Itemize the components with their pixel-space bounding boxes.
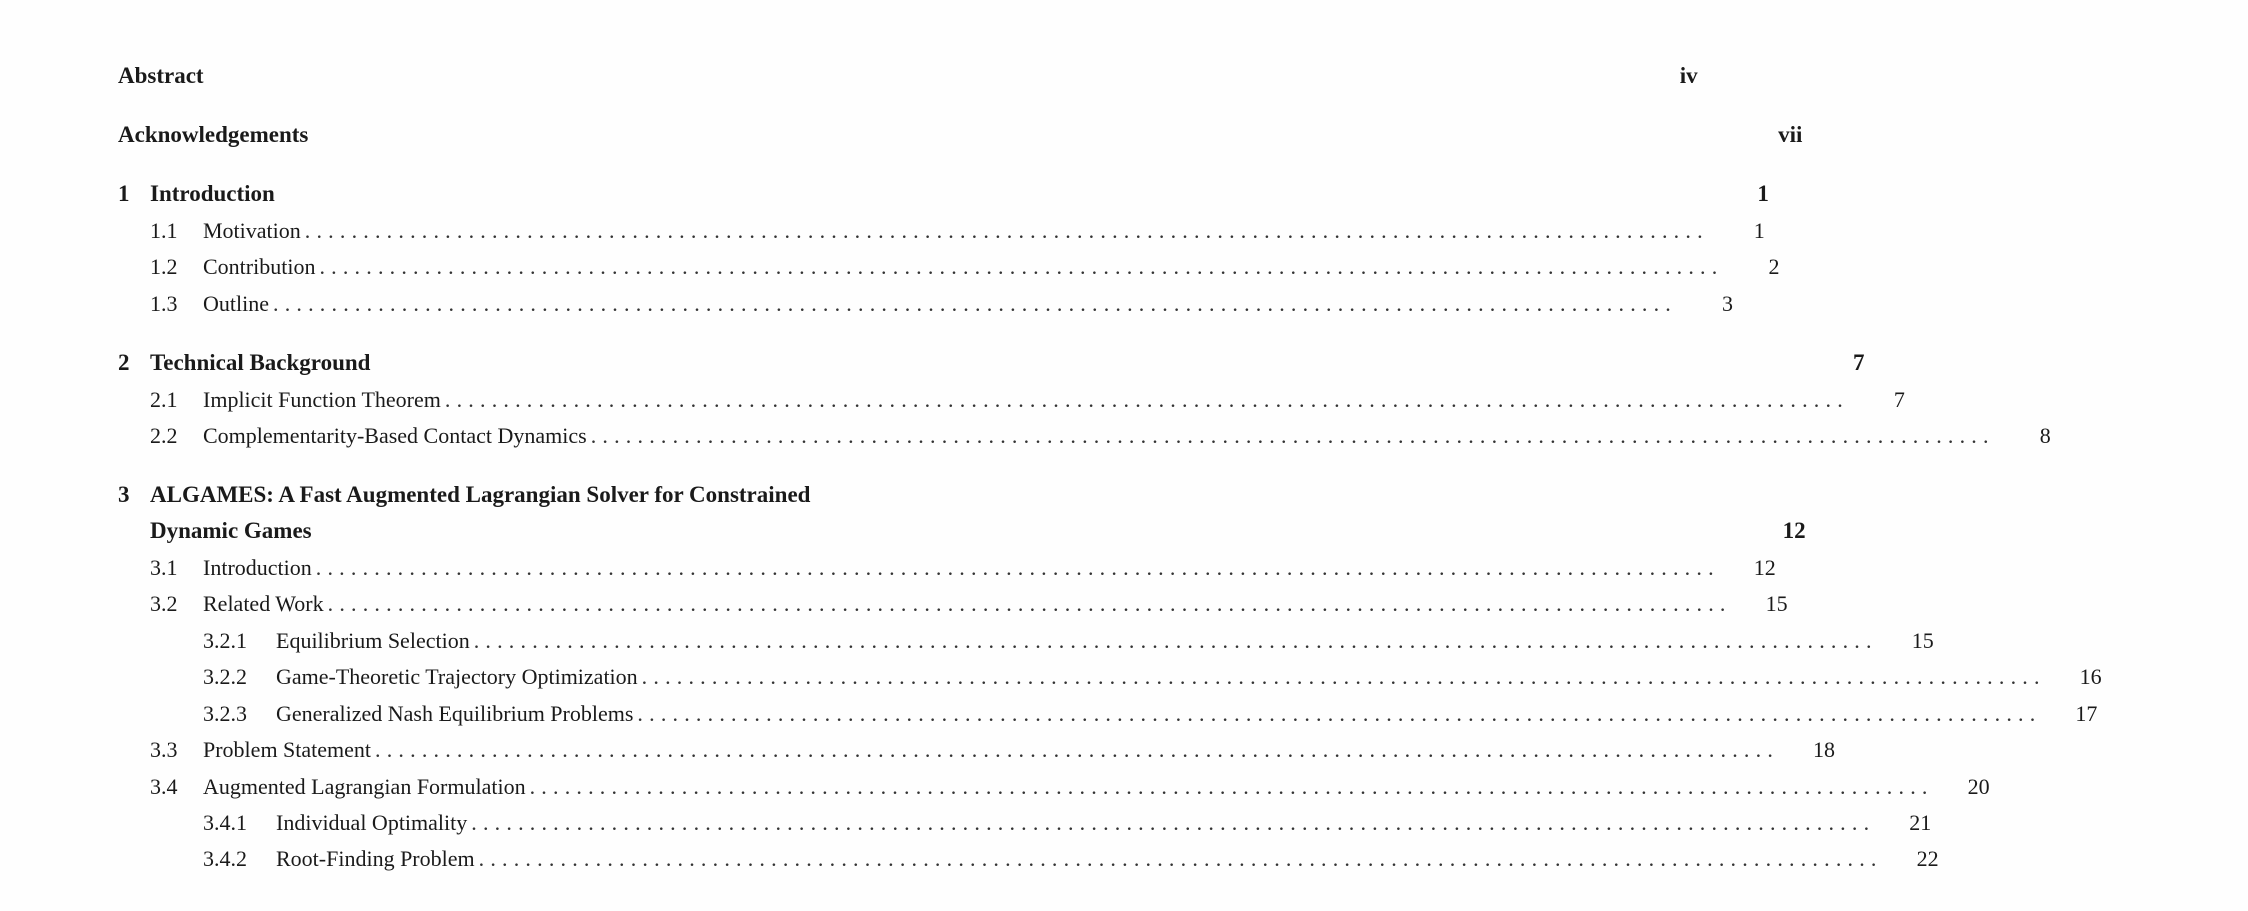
entry-title: Related Work bbox=[203, 591, 324, 616]
entry-page-number: 15 bbox=[1911, 628, 1934, 653]
dot-leader: ........................................................................................................................ bbox=[327, 591, 1732, 616]
entry-number: 3.3 bbox=[150, 737, 178, 762]
entry-title: Introduction bbox=[203, 555, 312, 580]
entry-title: Implicit Function Theorem bbox=[203, 387, 441, 412]
entry-page-number: 1 bbox=[1757, 181, 1769, 206]
entry-number: 1 bbox=[118, 181, 130, 206]
entry-number: 2.1 bbox=[150, 387, 178, 412]
entry-number: 3.4 bbox=[150, 774, 178, 799]
entry-page-number: 1 bbox=[1753, 218, 1765, 243]
entry-title: ALGAMES: A Fast Augmented Lagrangian Solver for Constrained bbox=[150, 482, 811, 507]
toc-entry[interactable] bbox=[118, 772, 1990, 802]
entry-page-number: 20 bbox=[1967, 774, 1990, 799]
entry-number: 1.3 bbox=[150, 291, 178, 316]
entry-page-number: 8 bbox=[2039, 423, 2051, 448]
toc-entry[interactable] bbox=[118, 516, 1806, 546]
dot-leader: ........................................................................................................................ bbox=[319, 254, 1724, 279]
entry-number: 3.2.1 bbox=[203, 628, 247, 653]
entry-number: 1.2 bbox=[150, 254, 178, 279]
toc-entry[interactable] bbox=[118, 252, 1780, 282]
entry-page-number: 18 bbox=[1813, 737, 1836, 762]
entry-number: 3.2.3 bbox=[203, 701, 247, 726]
toc-entry[interactable] bbox=[118, 699, 2098, 729]
dot-leader: ........................................................................................................................ bbox=[478, 846, 1883, 871]
entry-page-number: 3 bbox=[1722, 291, 1733, 316]
entry-number: 3.4.1 bbox=[203, 810, 247, 835]
entry-title: Dynamic Games bbox=[150, 518, 312, 543]
toc-entry[interactable] bbox=[118, 808, 1932, 838]
entry-number: 3.2 bbox=[150, 591, 178, 616]
entry-number: 1.1 bbox=[150, 218, 178, 243]
entry-title: Game-Theoretic Trajectory Optimization bbox=[276, 664, 638, 689]
toc-entry[interactable] bbox=[118, 216, 1765, 246]
entry-number: 3.1 bbox=[150, 555, 178, 580]
dot-leader: ........................................................................................................................ bbox=[471, 810, 1876, 835]
entry-page-number: vii bbox=[1778, 122, 1803, 147]
entry-title: Outline bbox=[203, 291, 269, 316]
dot-leader: ........................................................................................................................ bbox=[529, 774, 1934, 799]
entry-page-number: 17 bbox=[2075, 701, 2098, 726]
dot-leader: ........................................................................................................................ bbox=[641, 664, 2046, 689]
entry-page-number: 12 bbox=[1782, 518, 1806, 543]
entry-page-number: 12 bbox=[1753, 555, 1776, 580]
dot-leader: ........................................................................................................................ bbox=[637, 701, 2042, 726]
dot-leader: ........................................................................................................................ bbox=[315, 555, 1720, 580]
dot-leader: ........................................................................................................................ bbox=[304, 218, 1709, 243]
entry-title: Root-Finding Problem bbox=[276, 846, 475, 871]
toc-entry[interactable] bbox=[118, 421, 2051, 451]
dot-leader: ........................................................................................................................ bbox=[273, 291, 1677, 316]
toc-entry[interactable] bbox=[118, 61, 1698, 91]
entry-number: 2 bbox=[118, 350, 130, 375]
dot-leader: ........................................................................................................................ bbox=[473, 628, 1878, 653]
toc-entry[interactable] bbox=[118, 120, 1803, 150]
entry-title: Technical Background bbox=[150, 350, 371, 375]
entry-page-number: 2 bbox=[1768, 254, 1780, 279]
entry-title: Motivation bbox=[203, 218, 301, 243]
entry-title: Contribution bbox=[203, 254, 316, 279]
entry-page-number: 21 bbox=[1909, 810, 1932, 835]
entry-page-number: 7 bbox=[1852, 350, 1865, 375]
entry-title: Individual Optimality bbox=[276, 810, 468, 835]
toc-entry[interactable] bbox=[118, 553, 1776, 583]
entry-title: Complementarity-Based Contact Dynamics bbox=[203, 423, 587, 448]
entry-title: Introduction bbox=[150, 181, 275, 206]
entry-number: 3 bbox=[118, 482, 130, 507]
entry-number: 3.4.2 bbox=[203, 846, 247, 871]
toc-entry[interactable] bbox=[118, 289, 1733, 319]
entry-title: Problem Statement bbox=[203, 737, 372, 762]
entry-page-number: 16 bbox=[2079, 664, 2102, 689]
toc-entry[interactable] bbox=[118, 662, 2102, 692]
toc-entry[interactable] bbox=[118, 480, 956, 510]
entry-title: Generalized Nash Equilibrium Problems bbox=[276, 701, 634, 726]
entry-title: Abstract bbox=[118, 63, 204, 88]
toc-entry[interactable] bbox=[118, 385, 1905, 415]
dot-leader: ........................................................................................................................ bbox=[590, 423, 1995, 448]
toc-entry[interactable] bbox=[118, 626, 1934, 656]
entry-number: 2.2 bbox=[150, 423, 178, 448]
entry-title: Acknowledgements bbox=[118, 122, 309, 147]
toc-entry[interactable] bbox=[118, 589, 1788, 619]
toc-entry[interactable] bbox=[118, 844, 1939, 874]
toc-entry[interactable] bbox=[118, 348, 1865, 378]
entry-page-number: iv bbox=[1679, 63, 1698, 88]
toc-entry[interactable] bbox=[118, 179, 1769, 209]
dot-leader: ........................................................................................................................ bbox=[375, 737, 1780, 762]
entry-page-number: 15 bbox=[1765, 591, 1788, 616]
entry-number: 3.2.2 bbox=[203, 664, 247, 689]
dot-leader: ........................................................................................................................ bbox=[444, 387, 1849, 412]
entry-page-number: 7 bbox=[1893, 387, 1905, 412]
entry-title: Augmented Lagrangian Formulation bbox=[203, 774, 526, 799]
toc-entry[interactable] bbox=[118, 735, 1836, 765]
entry-page-number: 22 bbox=[1916, 846, 1939, 871]
entry-title: Equilibrium Selection bbox=[276, 628, 470, 653]
